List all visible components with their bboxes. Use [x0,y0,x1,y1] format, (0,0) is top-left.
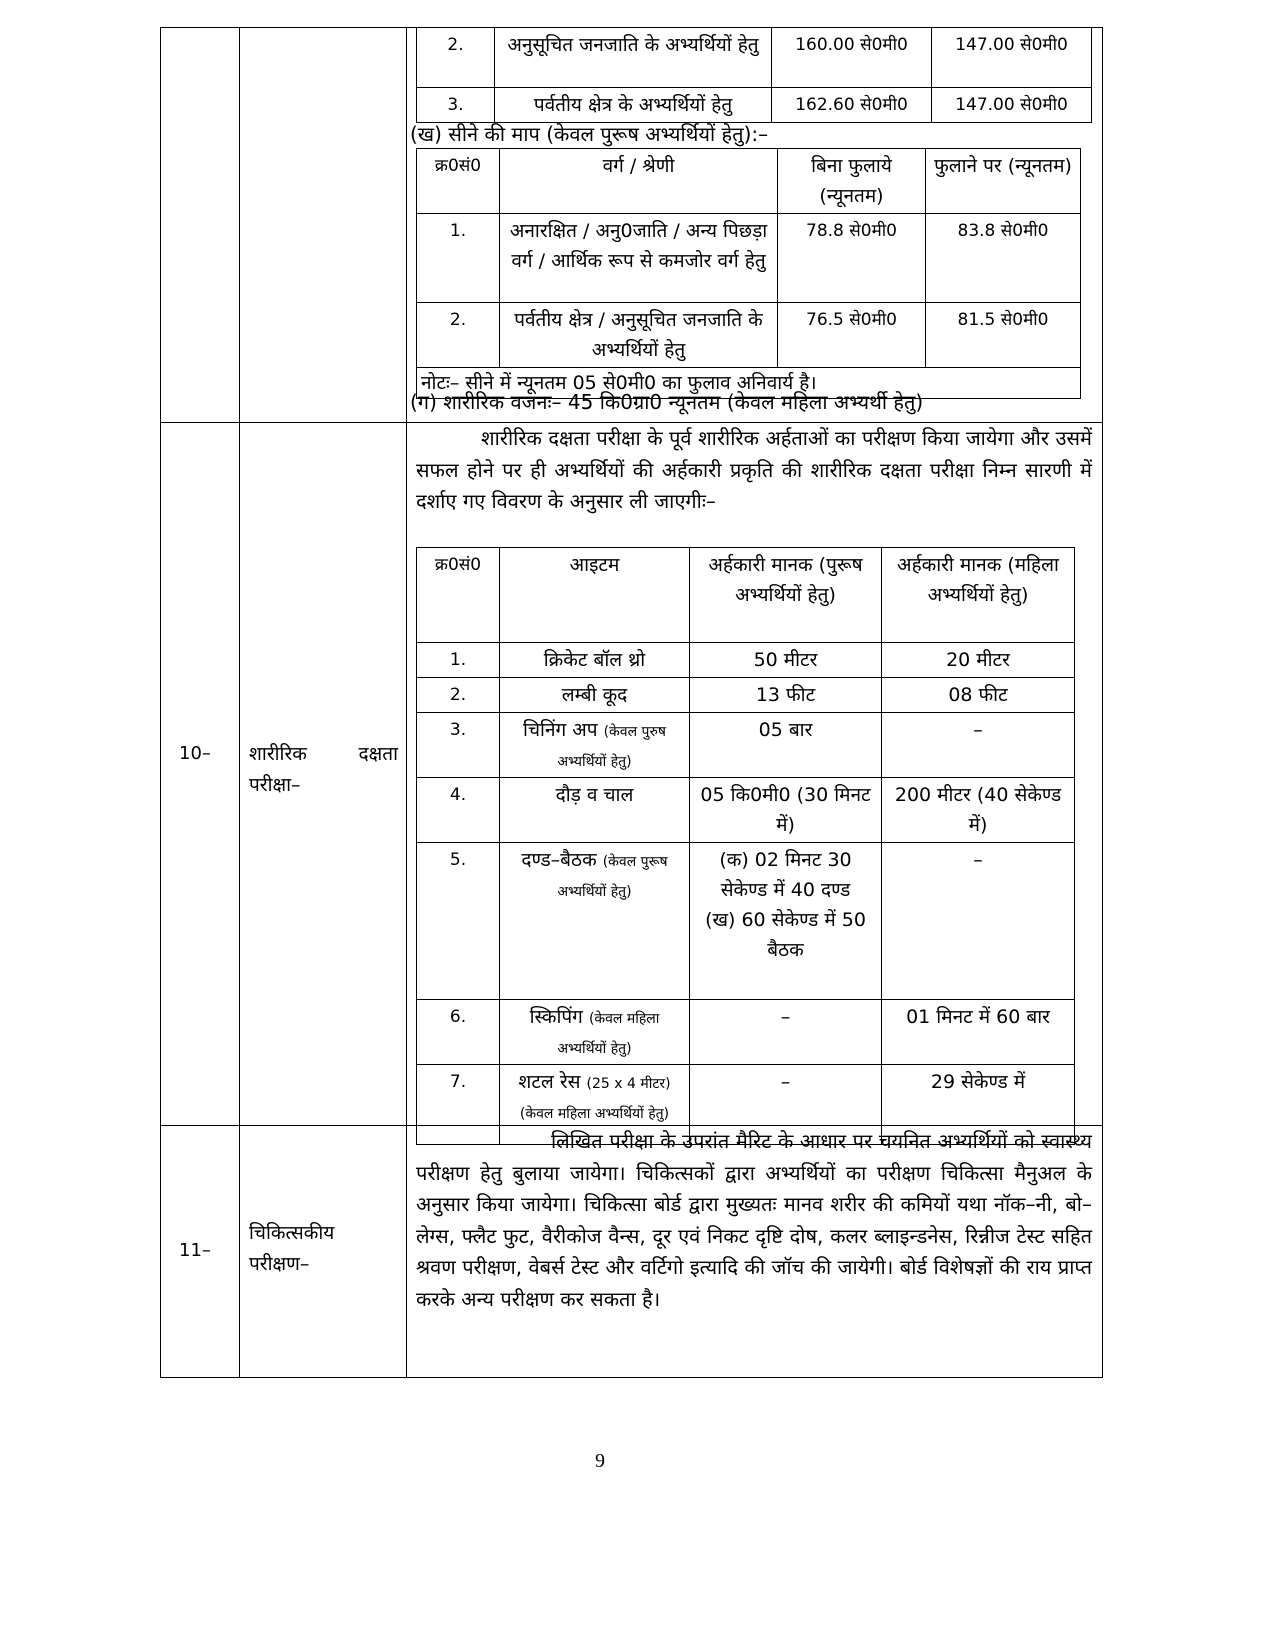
male-standard: 05 बार [758,719,813,741]
cell-no: 1. [449,650,467,670]
cell-value: 147.00 से0मी0 [932,88,1092,123]
table-row [417,214,1081,303]
male-standard: – [780,1006,791,1028]
section-paragraph: शारीरिक दक्षता परीक्षा के पूर्व शारीरिक अर्हताओं का परीक्षण किया जायेगा और उसमें सफल होने पर ही अभ्यर्थियों की अर्हकारी प्रकृति की शारीरिक दक्षता परीक्षा निम्न सारणी में दर्शाए गए विवरण के अनुसार ली जाएगीः– [416,426,1092,513]
male-standard: 13 फीट [755,684,816,706]
table-row [417,88,1092,123]
cell-value: 162.60 से0मी0 [772,88,932,123]
item-note: (25 x 4 मीटर) (केवल महिला अभ्यर्थियों हेतु) [519,1076,671,1122]
section-title: चिकित्सकीय परीक्षण– [249,1222,335,1275]
table-row [417,678,1075,713]
table-row-11 [160,1125,1103,1378]
cell-value: 147.00 से0मी0 [932,28,1092,88]
cell-no: 2. [417,303,500,368]
cell-no: 3. [449,720,467,740]
male-standard: 05 कि0मी0 (30 मिनट में) [700,784,871,836]
table-row [417,713,1075,778]
content-cell [406,423,1102,1125]
item-name: स्किपिंग [529,1006,583,1028]
header-cell: आइटम [500,548,690,643]
page-number: 9 [595,1450,605,1472]
physical-test-table [416,547,1075,1145]
female-standard: 200 मीटर (40 सेकेण्ड में) [894,784,1062,836]
item-name: दौड़ व चाल [555,784,634,806]
chest-table [416,148,1081,399]
cell-no: 4. [449,785,467,805]
cell-value: 76.5 से0मी0 [778,303,926,368]
cell-no: 3. [417,88,495,123]
male-standard: 50 मीटर [753,649,818,671]
female-standard: 01 मिनट में 60 बार [906,1006,1050,1028]
cell-value: 78.8 से0मी0 [778,214,926,303]
cell-category: अनारक्षित / अनु0जाति / अन्य पिछड़ा वर्ग / आर्थिक रूप से कमजोर वर्ग हेतु [500,214,778,303]
weight-requirement: (ग) शारीरिक वजनः– 45 कि0ग्रा0 न्यूनतम (केवल महिला अभ्यर्थी हेतु) [410,390,924,414]
section-paragraph: लिखित परीक्षा के उपरांत मैरिट के आधार पर चयनित अभ्यर्थियों को स्वास्थ्य परीक्षण हेतु बुलाया जायेगा। चिकित्सकों द्वारा अभ्यर्थियों का परीक्षण चिकित्सा मैनुअल के अनुसार किया जायेगा। चिकित्सा बोर्ड द्वारा मुख्यतः मानव शरीर की कमियों यथा नॉक–नी, बो–लेग्स, फ्लैट फुट, वैरीकोज वैन्स, दूर एवं निकट दृष्टि दोष, कलर ब्लाइन्डनेस, रिन्नीज टेस्ट सहित श्रवण परीक्षण, वेबर्स टेस्ट और वर्टिगो इत्यादि की जॉच की जायेगी। बोर्ड विशेषज्ञों की राय प्राप्त करके अन्य परीक्षण कर सकता है। [416,1129,1092,1311]
item-name: चिनिंग अप [523,719,598,741]
table-row [417,303,1081,368]
female-standard: – [973,849,983,871]
table-row [417,1000,1075,1065]
cell-no: 6. [449,1007,467,1027]
male-standard: – [780,1071,791,1093]
header-cell: अर्हकारी मानक (पुरूष अभ्यर्थियों हेतु) [690,548,882,643]
table-row [417,778,1075,843]
title-cell [239,423,407,1125]
table-header-row [417,149,1081,214]
female-standard: – [973,719,983,741]
item-note: (केवल पुरुष अभ्यर्थियों हेतु) [557,724,666,770]
cell-value: 83.8 से0मी0 [926,214,1081,303]
cell-no: 2. [449,685,467,705]
cell-category: पर्वतीय क्षेत्र / अनुसूचित जनजाति के अभ्यर्थियों हेतु [500,303,778,368]
table-row [417,643,1075,678]
content-cell [406,1126,1102,1377]
header-cell: अर्हकारी मानक (महिला अभ्यर्थियों हेतु) [882,548,1075,643]
cell-no: 7. [449,1072,467,1092]
item-name: दण्ड–बैठक [521,849,597,871]
item-name: क्रिकेट बॉल थ्रो [543,649,646,671]
cell-category: अनुसूचित जनजाति के अभ्यर्थियों हेतु [495,28,772,88]
serial-cell [161,1126,240,1377]
section-title: शारीरिक दक्षता परीक्षा– [249,743,398,796]
female-standard: 29 सेकेण्ड में [930,1071,1026,1093]
table-row [417,843,1075,1000]
serial-cell [161,423,240,1125]
cell-value: 81.5 से0मी0 [926,303,1081,368]
male-standard: (क) 02 मिनट 30 सेकेण्ड में 40 दण्ड [719,849,852,901]
item-note: (केवल पुरूष अभ्यर्थियों हेतु) [557,854,668,900]
content-cell [406,28,1102,422]
chest-heading: (ख) सीने की माप (केवल पुरूष अभ्यर्थियों हेतु):– [410,122,769,146]
header-cell: बिना फुलाये (न्यूनतम) [778,149,926,214]
item-note: (केवल महिला अभ्यर्थियों हेतु) [557,1011,660,1057]
female-standard: 20 मीटर [946,649,1010,671]
cell-no: 5. [449,850,467,870]
item-name: शटल रेस [518,1071,581,1093]
cell-no: 2. [417,28,495,88]
serial-cell [161,28,240,422]
cell-no: 1. [417,214,500,303]
table-row-10 [160,422,1103,1126]
title-cell [239,28,407,422]
item-name: लम्बी कूद [561,684,628,706]
header-cell: क्र0सं0 [417,149,500,214]
header-cell: वर्ग / श्रेणी [500,149,778,214]
height-table [416,27,1092,123]
serial-number: 11– [179,1240,211,1261]
cell-category: पर्वतीय क्षेत्र के अभ्यर्थियों हेतु [495,88,772,123]
table-row-continued [160,27,1103,423]
title-cell [239,1126,407,1377]
cell-value: 160.00 से0मी0 [772,28,932,88]
table-row [417,28,1092,88]
male-standard-2: (ख) 60 सेकेण्ड में 50 बैठक [705,909,866,961]
chest-note: नोटः– सीने में न्यूनतम 05 से0मी0 का फुलाव अनिवार्य है। [417,368,1081,399]
table-header-row [417,548,1075,643]
female-standard: 08 फीट [948,684,1008,706]
header-cell: फुलाने पर (न्यूनतम) [926,149,1081,214]
serial-number: 10– [179,743,211,764]
header-cell: क्र0सं0 [417,548,500,643]
